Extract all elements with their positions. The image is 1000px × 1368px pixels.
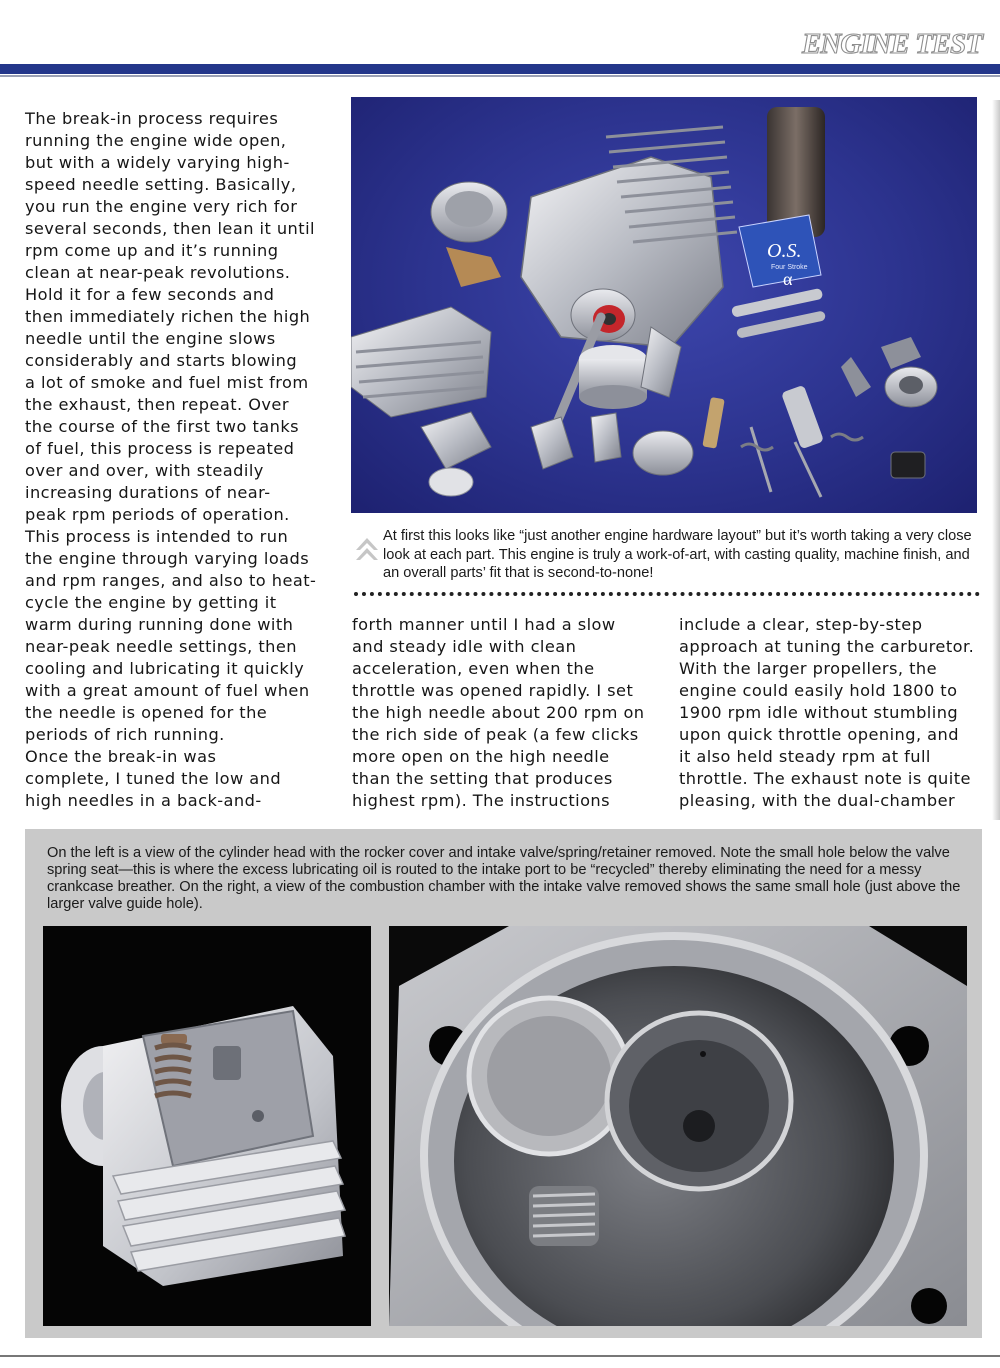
engine-parts-photo: [351, 97, 977, 513]
liner-logo-alpha: α: [783, 269, 793, 289]
header-color-bar: [0, 64, 1000, 74]
caption-chevron-icon: [356, 538, 378, 562]
article-column-1: The break-in process requires running the engine wide open, but with a widely varying high- speed needle setting. Basically, you run the engine very rich for several seconds, then lean it until rpm come up and it’s running clean at near-peak revolutions. Hold it for a few seconds and then immediately richen the high needle until the engine slows considerably and starts blowing a lot of smoke and fuel mist from the exhaust, then repeat. Over the course of the first two tanks of fuel, this process is repeated over and over, with steadily increasing durations of near- peak rpm periods of operation. This process is intended to run the engine through varying loads and rpm ranges, and also to heat- cycle the engine by getting it warm during running done with near-peak needle settings, then cooling and lubricating it quickly with a great amount of fuel when the needle is opened for the periods of rich running. Once the break-in was complete, I tuned the low and high needles in a back-and-: [25, 109, 317, 810]
cylinder-head-photo: [43, 926, 371, 1326]
liner-logo-sub: Four Stroke: [771, 264, 808, 271]
sidebar-caption: On the left is a view of the cylinder head with the rocker cover and intake valve/spring/retainer removed. Note the small hole below the valve spring seat—this is where the excess lubricating oil is routed to the intake port to be “recycled” thereby eliminating the need for a messy crankcase breather. On the right, a view of the combustion chamber with the intake valve removed shows the same small hole (just above the larger valve guide hole).: [47, 845, 961, 912]
dotted-divider: [354, 592, 980, 596]
cylinder-head-illustration: [43, 926, 371, 1326]
combustion-chamber-photo: [389, 926, 967, 1326]
liner-logo-text: O.S.: [767, 240, 802, 262]
page-edge-shadow: [992, 100, 1000, 820]
engine-parts-illustration: [351, 97, 977, 513]
bottom-rule: [0, 1355, 1000, 1357]
section-title: ENGINE TEST: [802, 28, 982, 60]
header-rule: [0, 75, 1000, 77]
article-column-2: forth manner until I had a slow and steady idle with clean acceleration, even when the throttle was opened rapidly. I set the high needle about 200 rpm on the rich side of peak (a few clicks more open on the high needle than the setting that produces highest rpm). The instructions: [352, 615, 645, 810]
top-photo-caption: At first this looks like “just another engine hardware layout” but it’s worth taking a very close look at each part. This engine is truly a work-of-art, with casting quality, machine finish, and an overall parts’ fit that is second-to-none!: [383, 528, 972, 581]
article-column-3: include a clear, step-by-step approach at tuning the carburetor. With the larger propellers, the engine could easily hold 1800 to 1900 rpm idle without stumbling upon quick throttle opening, and it also held steady rpm at full throttle. The exhaust note is quite pleasing, with the dual-chamber: [679, 615, 975, 810]
combustion-chamber-illustration: [389, 926, 967, 1326]
